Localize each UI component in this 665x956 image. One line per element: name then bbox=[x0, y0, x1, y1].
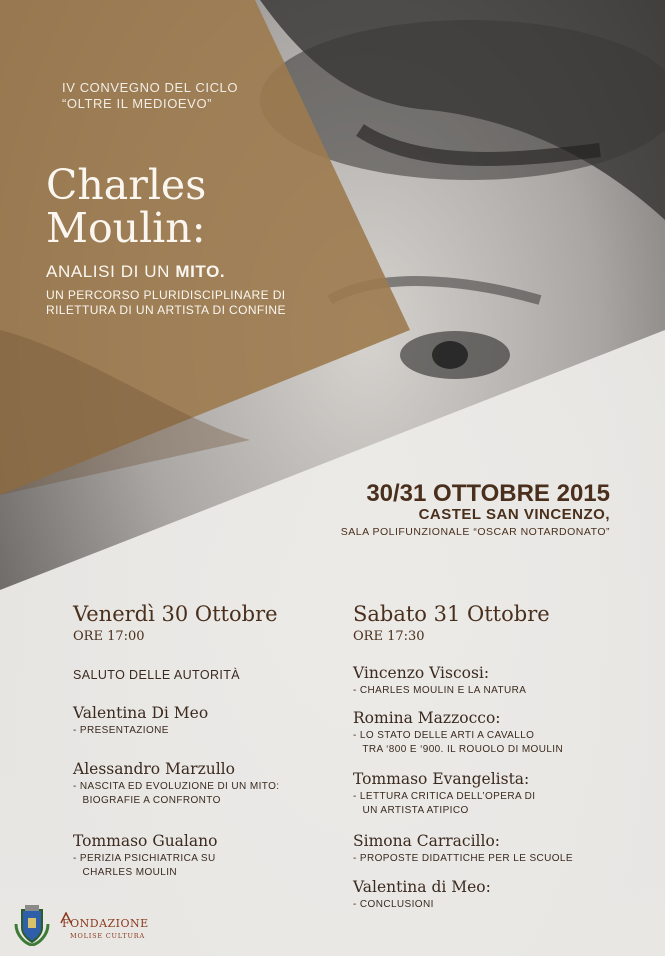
day2-item bbox=[353, 770, 535, 818]
series-line-1: IV CONVEGNO DEL CICLO bbox=[62, 80, 239, 95]
day2-item bbox=[353, 709, 563, 757]
series-label bbox=[62, 80, 238, 112]
event-date: 30/31 OTTOBRE 2015 bbox=[366, 480, 610, 507]
foundation-subtitle: MOLISE CULTURA bbox=[70, 932, 145, 940]
day2-item bbox=[353, 878, 491, 912]
day2-column bbox=[353, 602, 643, 922]
talk-topic: - PROPOSTE DIDATTICHE PER LE SCUOLE bbox=[353, 853, 573, 864]
day1-column bbox=[73, 602, 343, 902]
speaker-name: Tommaso Evangelista: bbox=[353, 770, 530, 788]
speaker-name: Romina Mazzocco: bbox=[353, 709, 501, 727]
subtitle bbox=[46, 262, 225, 282]
talk-topic: - LO STATO DELLE ARTI A CAVALLO TRA ‘800 E ‘900. IL ROUOLO DI MOULIN bbox=[353, 730, 564, 755]
talk-topic: - PERIZIA PSICHIATRICA SU CHARLES MOULIN bbox=[73, 853, 216, 878]
day1-item bbox=[73, 832, 217, 880]
talk-topic: - PRESENTAZIONE bbox=[73, 725, 169, 736]
foundation-name: FONDAZIONE bbox=[62, 917, 149, 930]
subtitle-prefix: ANALISI DI UN bbox=[46, 262, 176, 281]
speaker-name: Valentina di Meo: bbox=[353, 878, 491, 896]
day1-item bbox=[73, 704, 208, 738]
day2-item bbox=[353, 664, 526, 698]
speaker-name: Valentina Di Meo bbox=[73, 704, 209, 722]
event-place: CASTEL SAN VINCENZO, bbox=[418, 506, 610, 523]
speaker-name: Vincenzo Viscosi: bbox=[353, 664, 490, 682]
day2-time: ORE 17:30 bbox=[353, 629, 425, 644]
talk-topic: - NASCITA ED EVOLUZIONE DI UN MITO: BIOGRAFIE A CONFRONTO bbox=[73, 781, 280, 806]
day1-item bbox=[73, 760, 279, 808]
talk-topic: - CONCLUSIONI bbox=[353, 899, 434, 910]
municipal-crest-icon bbox=[14, 904, 50, 946]
day1-title: Venerdì 30 Ottobre bbox=[73, 602, 278, 626]
speaker-name: Simona Carracillo: bbox=[353, 832, 501, 850]
title-line-1: Charles bbox=[46, 161, 207, 209]
tagline bbox=[46, 288, 286, 318]
title-line-2: Moulin: bbox=[46, 204, 206, 252]
day1-greeting: SALUTO DELLE AUTORITÀ bbox=[73, 668, 241, 682]
talk-topic: - LETTURA CRITICA DELL’OPERA DI UN ARTISTA ATIPICO bbox=[353, 791, 536, 816]
page-title bbox=[46, 161, 207, 252]
day2-title: Sabato 31 Ottobre bbox=[353, 602, 550, 626]
speaker-name: Tommaso Gualano bbox=[73, 832, 218, 850]
day2-item bbox=[353, 832, 573, 866]
tagline-line-2: RILETTURA DI UN ARTISTA DI CONFINE bbox=[46, 303, 286, 317]
event-venue: SALA POLIFUNZIONALE “OSCAR NOTARDONATO” bbox=[340, 526, 610, 538]
speaker-name: Alessandro Marzullo bbox=[73, 760, 235, 778]
tagline-line-1: UN PERCORSO PLURIDISCIPLINARE DI bbox=[46, 288, 286, 302]
series-line-2: “OLTRE IL MEDIOEVO” bbox=[62, 96, 213, 111]
talk-topic: - CHARLES MOULIN E LA NATURA bbox=[353, 685, 527, 696]
day1-time: ORE 17:00 bbox=[73, 629, 145, 644]
subtitle-bold: MITO. bbox=[175, 262, 226, 281]
